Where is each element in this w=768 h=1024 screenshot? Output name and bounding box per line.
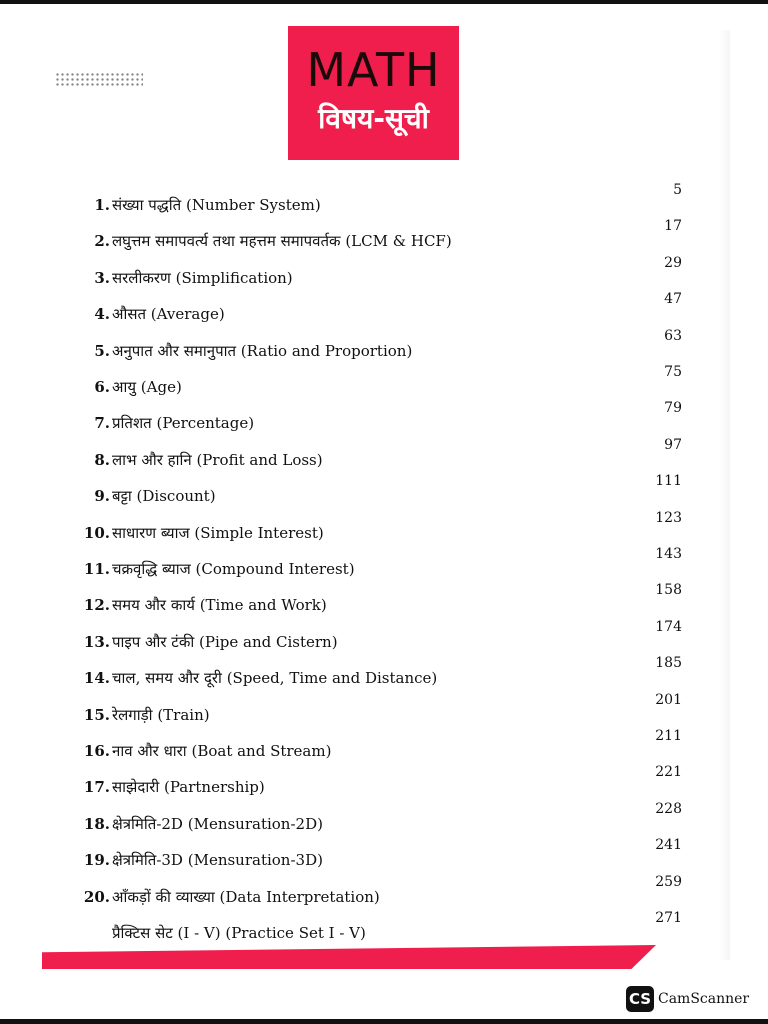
toc-label: क्षेत्रमिति-3D (Mensuration-3D) bbox=[112, 851, 323, 870]
toc-label: साधारण ब्याज (Simple Interest) bbox=[112, 523, 324, 542]
scan-top-border bbox=[0, 0, 768, 4]
toc-page-number: 174 bbox=[655, 618, 682, 635]
toc-page-number: 63 bbox=[664, 327, 682, 344]
toc-label: प्रतिशत (Percentage) bbox=[112, 414, 255, 433]
toc-page-number: 228 bbox=[655, 800, 682, 817]
toc-number: 4. bbox=[94, 305, 110, 324]
toc-row bbox=[82, 837, 682, 879]
toc-label: साझेदारी (Partnership) bbox=[112, 778, 265, 797]
toc-row bbox=[82, 182, 682, 224]
toc-row bbox=[82, 691, 682, 734]
scan-bottom-border bbox=[0, 1019, 768, 1024]
toc-number: 15. bbox=[83, 705, 110, 724]
toc-label: अनुपात और समानुपात (Ratio and Proportion) bbox=[112, 341, 413, 360]
page-title: MATH bbox=[306, 43, 441, 97]
toc-label: समय और कार्य (Time and Work) bbox=[112, 596, 327, 615]
toc-number: 5. bbox=[94, 341, 110, 360]
toc-page-number: 143 bbox=[655, 546, 682, 562]
toc-page-number: 271 bbox=[655, 910, 682, 926]
toc-page-number: 75 bbox=[664, 364, 682, 380]
toc-label: संख्या पद्धति (Number System) bbox=[112, 196, 321, 214]
toc-number: 19. bbox=[83, 851, 110, 870]
toc-row bbox=[82, 546, 682, 588]
toc-row bbox=[82, 327, 682, 370]
toc-row bbox=[82, 291, 682, 333]
toc-number: 18. bbox=[83, 814, 110, 833]
toc-row bbox=[82, 582, 682, 624]
toc-label: चक्रवृद्धि ब्याज (Compound Interest) bbox=[112, 560, 355, 578]
toc-label: चाल, समय और दूरी (Speed, Time and Distance) bbox=[112, 669, 438, 688]
toc-page-number: 259 bbox=[655, 873, 682, 890]
toc-page-number: 79 bbox=[664, 400, 682, 417]
toc-label: रेलगाड़ी (Train) bbox=[112, 705, 210, 724]
toc-number: 10. bbox=[83, 523, 110, 542]
toc-label: लघुत्तम समापवर्त्य तथा महत्तम समापवर्तक (LCM & HCF) bbox=[112, 232, 452, 251]
toc-number: 6. bbox=[94, 378, 110, 396]
toc-page-number: 29 bbox=[664, 254, 682, 271]
toc-number: 8. bbox=[94, 450, 110, 469]
toc-number: 11. bbox=[83, 560, 110, 578]
toc-number: 13. bbox=[83, 632, 110, 651]
toc-label: बट्टा (Discount) bbox=[112, 487, 216, 506]
toc-number: 9. bbox=[94, 487, 110, 506]
toc-label: क्षेत्रमिति-2D (Mensuration-2D) bbox=[112, 814, 323, 833]
toc-number: 20. bbox=[83, 887, 110, 906]
scan-speckles bbox=[55, 72, 143, 86]
toc-row bbox=[82, 473, 682, 515]
toc-page-number: 158 bbox=[655, 582, 682, 599]
toc-number: 3. bbox=[94, 268, 110, 287]
toc-label: औसत (Average) bbox=[112, 305, 225, 324]
toc-label: लाभ और हानि (Profit and Loss) bbox=[112, 450, 323, 469]
toc-page-number: 17 bbox=[664, 218, 682, 235]
toc-label: आँकड़ों की व्याख्या (Data Interpretation) bbox=[112, 887, 380, 906]
toc-page-number: 111 bbox=[655, 473, 682, 490]
toc-row bbox=[82, 218, 682, 260]
toc-row bbox=[82, 655, 682, 697]
toc-page-number: 211 bbox=[655, 728, 682, 744]
camscanner-watermark bbox=[626, 985, 749, 1013]
toc-row bbox=[82, 254, 682, 297]
toc-row bbox=[82, 800, 682, 843]
toc-label: सरलीकरण (Simplification) bbox=[112, 268, 293, 287]
toc-label: आयु (Age) bbox=[112, 378, 182, 396]
toc-label: नाव और धारा (Boat and Stream) bbox=[112, 742, 332, 760]
toc-row bbox=[82, 873, 682, 916]
toc-number: 12. bbox=[83, 596, 110, 615]
toc-label: पाइप और टंकी (Pipe and Cistern) bbox=[112, 632, 338, 651]
toc-row bbox=[82, 364, 682, 406]
toc-number: 14. bbox=[83, 669, 110, 688]
toc-page-number: 185 bbox=[655, 655, 682, 672]
toc-number: 1. bbox=[94, 196, 110, 214]
page-subtitle: विषय-सूची bbox=[318, 102, 429, 135]
toc-row bbox=[82, 618, 682, 661]
toc-number: 7. bbox=[94, 414, 110, 433]
toc-label: प्रैक्टिस सेट (I - V) (Practice Set I - V) bbox=[112, 924, 366, 942]
toc-page-number: 241 bbox=[655, 837, 682, 854]
camscanner-logo-icon: CS bbox=[626, 986, 654, 1012]
toc-number: 2. bbox=[94, 232, 110, 251]
toc-page-number: 221 bbox=[655, 764, 682, 781]
toc-page-number: 201 bbox=[655, 691, 682, 708]
toc-number: 17. bbox=[83, 778, 110, 797]
toc-page-number: 97 bbox=[664, 436, 682, 453]
toc-row bbox=[82, 509, 682, 552]
toc-page-number: 5 bbox=[673, 182, 682, 198]
camscanner-text: CamScanner bbox=[658, 991, 750, 1007]
toc-page-number: 47 bbox=[664, 291, 682, 308]
toc-page-number: 123 bbox=[655, 509, 682, 526]
toc-row bbox=[82, 400, 682, 442]
toc-row bbox=[82, 728, 682, 770]
page-edge-shadow bbox=[718, 30, 730, 960]
title-block bbox=[288, 26, 459, 160]
toc-row bbox=[82, 764, 682, 806]
toc-number: 16. bbox=[83, 742, 110, 760]
toc-row bbox=[82, 436, 682, 479]
